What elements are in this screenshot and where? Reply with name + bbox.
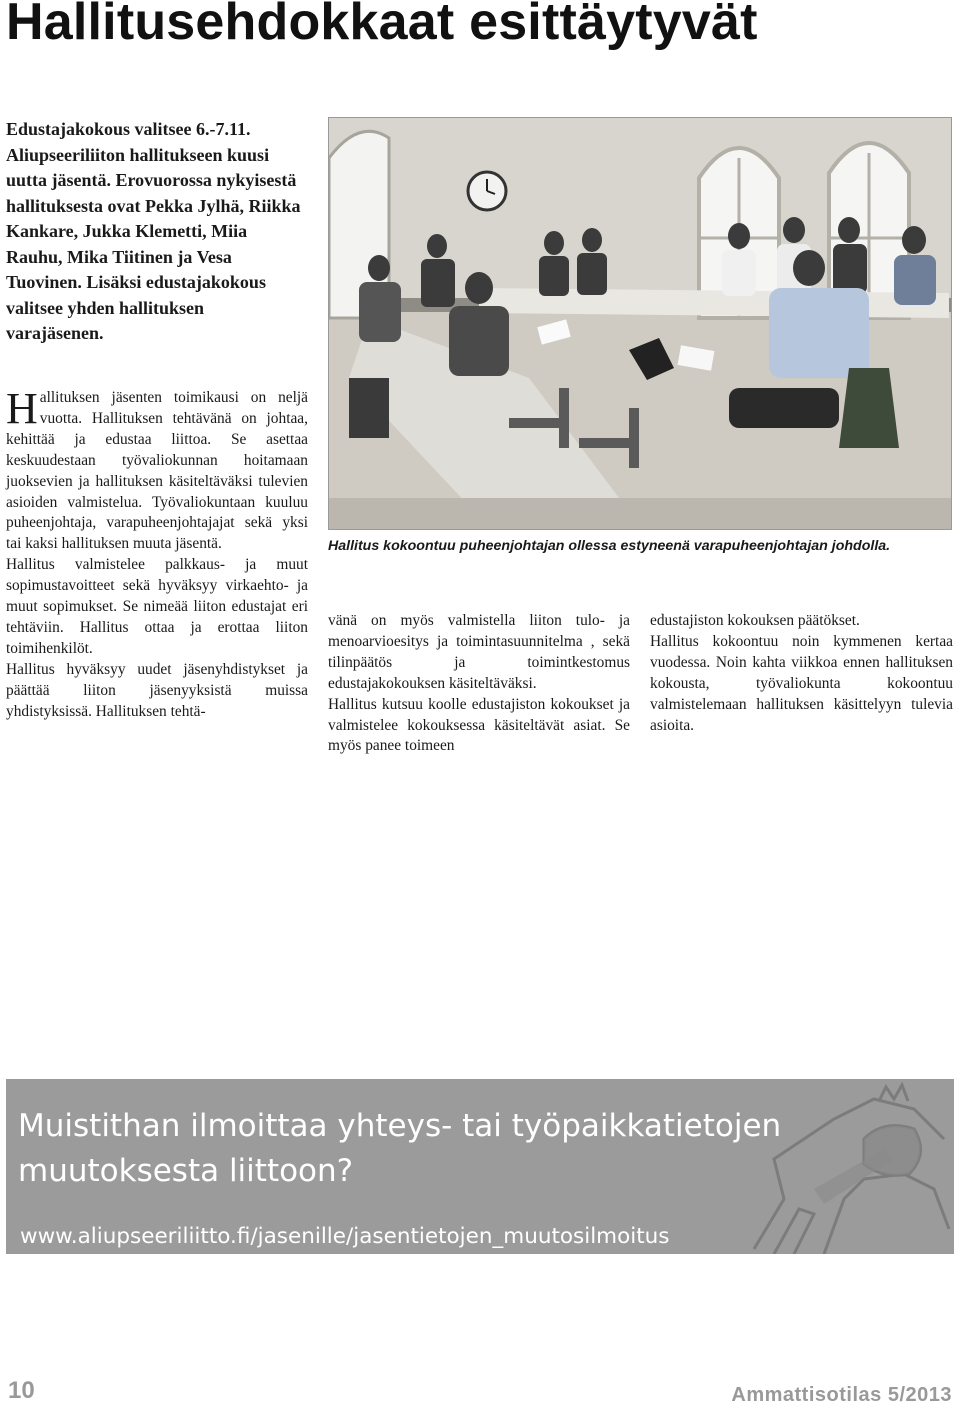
publication-issue: Ammattisotilas 5/2013	[731, 1384, 952, 1406]
photo-caption: Hallitus kokoontuu puheenjohtajan ollessa estyneenä varapuheenjohtajan johdolla.	[328, 538, 891, 554]
page-number: 10	[8, 1377, 35, 1404]
lead-paragraph: Edustajakokous valitsee 6.-7.11. Aliupseeriliiton hallitukseen kuusi uutta jäsentä. Erovuorossa nykyisestä hallituksesta ovat Pekka Jylhä, Riikka Kankare, Jukka Klemetti, Miia Rauhu, Mika Tiitinen ja Vesa Tuovinen. Lisäksi edustajakokous valitsee yhden hallituksen varajäsenen.	[6, 119, 301, 343]
paragraph: vänä on myös valmistella liiton tulo- ja menoarvioesitys ja toimintasuunnitelma , sekä tilinpäätös ja toimintkestomus edustajakokouksen käsiteltäväksi.	[328, 612, 630, 692]
paragraph	[6, 384, 308, 555]
text-column-1	[6, 384, 308, 723]
paragraph: Hallitus kutsuu koolle edustajiston kokoukset ja valmistelee kokouksessa käsiteltävät asiat. Se myös panee toimeen	[328, 695, 630, 755]
headline: Hallitusehdokkaat esittäytyvät	[6, 0, 758, 51]
drop-cap: H	[6, 384, 38, 433]
paragraph: Hallitus valmistelee palkkaus- ja muut sopimustavoitteet sekä hyväksyy virkaehto- ja muut sopimukset. Se nimeää liiton edustajat eri tehtäviin. Hallitus ottaa ja erottaa liiton toimihenkilöt.	[6, 556, 308, 657]
text-column-2	[328, 611, 630, 757]
paragraph: Hallitus kokoontuu noin kymmenen kertaa vuodessa. Noin kahta viikkoa ennen hallituksen kokousta, työvaliokunta kokoontuu valmistelemaan hallituksen käsittelyyn tulevia asioita.	[650, 632, 953, 734]
banner-message: Muistithan ilmoittaa yhteys- tai työpaikkatietojen muutoksesta liittoon?	[18, 1108, 782, 1189]
paragraph-text: allituksen jäsenten toimikausi on neljä vuotta. Hallituksen tehtävänä on johtaa, kehittää ja edustaa liittoa. Se asettaa keskuudestaan työvaliokunnan hoitamaan juoksevien ja hallituksen käsiteltäväksi tulevien asioiden valmistelua. Työvaliokuntaan kuuluu puheenjohtaja, varapuheenjohtajajat sekä yksi tai kaksi hallituksen muuta jäsentä.	[6, 389, 308, 553]
meeting-photo	[328, 117, 952, 530]
text-column-3	[650, 611, 953, 736]
lion-emblem-icon	[714, 1079, 954, 1254]
reminder-banner	[6, 1079, 954, 1254]
paragraph: Hallitus hyväksyy uudet jäsenyhdistykset ja päättää liiton jäsenyyksistä muissa yhdistyksissä. Hallituksen tehtä-	[6, 660, 308, 720]
membership-update-link[interactable]: www.aliupseeriliitto.fi/jasenille/jasentietojen_muutosilmoitus	[6, 1218, 682, 1254]
paragraph: edustajiston kokouksen päätökset.	[650, 612, 860, 629]
